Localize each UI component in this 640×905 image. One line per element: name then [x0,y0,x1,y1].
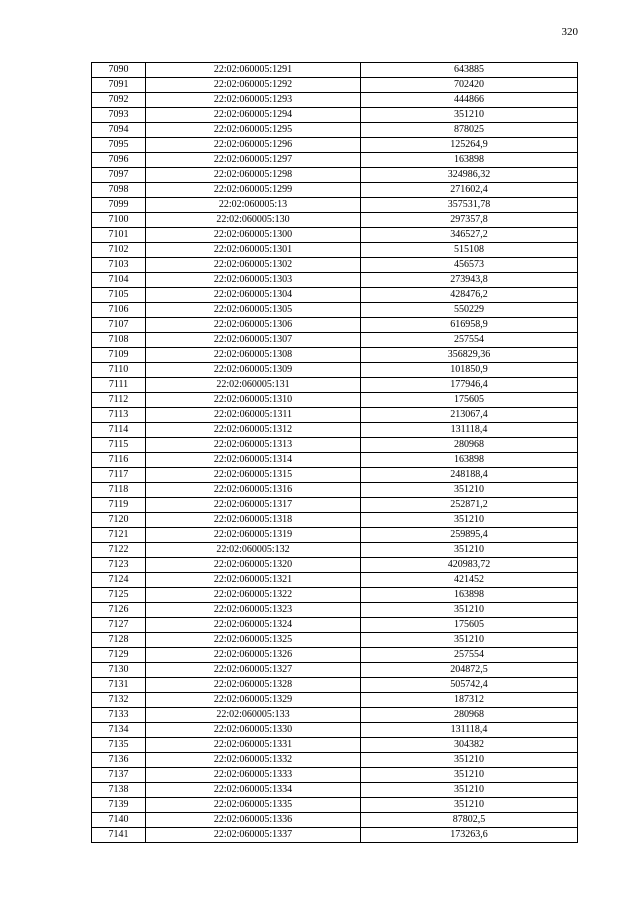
cadastral-number-cell: 22:02:060005:1307 [146,333,361,348]
row-number-cell: 7128 [92,633,146,648]
table-row [92,798,578,813]
row-number-cell: 7111 [92,378,146,393]
cadastral-number-cell: 22:02:060005:1295 [146,123,361,138]
value-cell: 280968 [361,438,578,453]
value-cell: 163898 [361,588,578,603]
row-number-cell: 7115 [92,438,146,453]
table-row [92,693,578,708]
cadastral-number-cell: 22:02:060005:132 [146,543,361,558]
row-number-cell: 7100 [92,213,146,228]
cadastral-number-cell: 22:02:060005:1311 [146,408,361,423]
cadastral-number-cell: 22:02:060005:1316 [146,483,361,498]
row-number-cell: 7136 [92,753,146,768]
cadastral-number-cell: 22:02:060005:1305 [146,303,361,318]
row-number-cell: 7102 [92,243,146,258]
row-number-cell: 7133 [92,708,146,723]
cadastral-number-cell: 22:02:060005:1329 [146,693,361,708]
table-row [92,813,578,828]
row-number-cell: 7110 [92,363,146,378]
row-number-cell: 7122 [92,543,146,558]
value-cell: 213067,4 [361,408,578,423]
table-row [92,198,578,213]
table-row [92,528,578,543]
row-number-cell: 7121 [92,528,146,543]
value-cell: 357531,78 [361,198,578,213]
value-cell: 175605 [361,618,578,633]
row-number-cell: 7101 [92,228,146,243]
cadastral-number-cell: 22:02:060005:1336 [146,813,361,828]
table-row [92,183,578,198]
cadastral-number-cell: 22:02:060005:1331 [146,738,361,753]
value-cell: 187312 [361,693,578,708]
value-cell: 616958,9 [361,318,578,333]
row-number-cell: 7130 [92,663,146,678]
cadastral-number-cell: 22:02:060005:1323 [146,603,361,618]
value-cell: 297357,8 [361,213,578,228]
table-row [92,468,578,483]
table-row [92,138,578,153]
value-cell: 131118,4 [361,723,578,738]
row-number-cell: 7120 [92,513,146,528]
cadastral-number-cell: 22:02:060005:1300 [146,228,361,243]
value-cell: 257554 [361,648,578,663]
value-cell: 177946,4 [361,378,578,393]
table-row [92,498,578,513]
row-number-cell: 7107 [92,318,146,333]
cadastral-number-cell: 22:02:060005:1328 [146,678,361,693]
cadastral-number-cell: 22:02:060005:1310 [146,393,361,408]
value-cell: 101850,9 [361,363,578,378]
table-row [92,258,578,273]
table-row [92,828,578,843]
cadastral-number-cell: 22:02:060005:1304 [146,288,361,303]
row-number-cell: 7096 [92,153,146,168]
value-cell: 351210 [361,768,578,783]
value-cell: 259895,4 [361,528,578,543]
table-row [92,213,578,228]
row-number-cell: 7140 [92,813,146,828]
row-number-cell: 7138 [92,783,146,798]
value-cell: 702420 [361,78,578,93]
table-row [92,768,578,783]
value-cell: 351210 [361,483,578,498]
value-cell: 351210 [361,753,578,768]
table-row [92,558,578,573]
row-number-cell: 7112 [92,393,146,408]
cadastral-number-cell: 22:02:060005:1303 [146,273,361,288]
value-cell: 456573 [361,258,578,273]
value-cell: 257554 [361,333,578,348]
value-cell: 505742,4 [361,678,578,693]
table-row [92,228,578,243]
row-number-cell: 7109 [92,348,146,363]
row-number-cell: 7137 [92,768,146,783]
table-row [92,723,578,738]
table-row [92,783,578,798]
value-cell: 175605 [361,393,578,408]
value-cell: 351210 [361,108,578,123]
cadastral-value-table [91,62,578,843]
table-row [92,483,578,498]
cadastral-number-cell: 22:02:060005:1322 [146,588,361,603]
value-cell: 351210 [361,633,578,648]
cadastral-number-cell: 22:02:060005:1332 [146,753,361,768]
value-cell: 173263,6 [361,828,578,843]
row-number-cell: 7134 [92,723,146,738]
row-number-cell: 7126 [92,603,146,618]
table-row [92,738,578,753]
table-row [92,153,578,168]
row-number-cell: 7135 [92,738,146,753]
table-row [92,423,578,438]
table-row [92,333,578,348]
row-number-cell: 7117 [92,468,146,483]
value-cell: 346527,2 [361,228,578,243]
value-cell: 420983,72 [361,558,578,573]
row-number-cell: 7129 [92,648,146,663]
row-number-cell: 7123 [92,558,146,573]
cadastral-number-cell: 22:02:060005:13 [146,198,361,213]
cadastral-number-cell: 22:02:060005:1302 [146,258,361,273]
row-number-cell: 7141 [92,828,146,843]
row-number-cell: 7124 [92,573,146,588]
value-cell: 515108 [361,243,578,258]
cadastral-number-cell: 22:02:060005:1317 [146,498,361,513]
row-number-cell: 7094 [92,123,146,138]
value-cell: 280968 [361,708,578,723]
cadastral-number-cell: 22:02:060005:1309 [146,363,361,378]
row-number-cell: 7131 [92,678,146,693]
value-cell: 428476,2 [361,288,578,303]
table-row [92,378,578,393]
cadastral-number-cell: 22:02:060005:1294 [146,108,361,123]
cadastral-number-cell: 22:02:060005:133 [146,708,361,723]
value-cell: 324986,32 [361,168,578,183]
value-cell: 356829,36 [361,348,578,363]
cadastral-number-cell: 22:02:060005:1320 [146,558,361,573]
table-row [92,123,578,138]
table-body [92,63,578,843]
cadastral-number-cell: 22:02:060005:1330 [146,723,361,738]
row-number-cell: 7090 [92,63,146,78]
value-cell: 304382 [361,738,578,753]
row-number-cell: 7103 [92,258,146,273]
cadastral-number-cell: 22:02:060005:1293 [146,93,361,108]
row-number-cell: 7093 [92,108,146,123]
value-cell: 351210 [361,798,578,813]
table-row [92,78,578,93]
value-cell: 878025 [361,123,578,138]
cadastral-number-cell: 22:02:060005:1326 [146,648,361,663]
value-cell: 351210 [361,543,578,558]
table-row [92,678,578,693]
cadastral-number-cell: 22:02:060005:1335 [146,798,361,813]
cadastral-number-cell: 22:02:060005:1291 [146,63,361,78]
table-row [92,453,578,468]
table-row [92,438,578,453]
cadastral-number-cell: 22:02:060005:1306 [146,318,361,333]
value-cell: 248188,4 [361,468,578,483]
cadastral-number-cell: 22:02:060005:1324 [146,618,361,633]
cadastral-number-cell: 22:02:060005:1297 [146,153,361,168]
value-cell: 421452 [361,573,578,588]
value-cell: 271602,4 [361,183,578,198]
table-row [92,633,578,648]
cadastral-number-cell: 22:02:060005:1318 [146,513,361,528]
value-cell: 163898 [361,153,578,168]
row-number-cell: 7098 [92,183,146,198]
table-row [92,588,578,603]
row-number-cell: 7125 [92,588,146,603]
row-number-cell: 7116 [92,453,146,468]
table-row [92,363,578,378]
cadastral-number-cell: 22:02:060005:1315 [146,468,361,483]
value-cell: 125264,9 [361,138,578,153]
row-number-cell: 7119 [92,498,146,513]
table-row [92,243,578,258]
table-row [92,108,578,123]
row-number-cell: 7106 [92,303,146,318]
table-row [92,708,578,723]
row-number-cell: 7132 [92,693,146,708]
value-cell: 351210 [361,513,578,528]
cadastral-number-cell: 22:02:060005:1333 [146,768,361,783]
value-cell: 204872,5 [361,663,578,678]
value-cell: 444866 [361,93,578,108]
row-number-cell: 7114 [92,423,146,438]
row-number-cell: 7092 [92,93,146,108]
cadastral-number-cell: 22:02:060005:1313 [146,438,361,453]
row-number-cell: 7095 [92,138,146,153]
table-row [92,753,578,768]
cadastral-number-cell: 22:02:060005:1314 [146,453,361,468]
cadastral-number-cell: 22:02:060005:1334 [146,783,361,798]
table-row [92,573,578,588]
cadastral-number-cell: 22:02:060005:1325 [146,633,361,648]
value-cell: 131118,4 [361,423,578,438]
table-row [92,618,578,633]
value-cell: 163898 [361,453,578,468]
cadastral-number-cell: 22:02:060005:1292 [146,78,361,93]
cadastral-number-cell: 22:02:060005:1301 [146,243,361,258]
table-row [92,663,578,678]
row-number-cell: 7113 [92,408,146,423]
table-row [92,408,578,423]
table-row [92,318,578,333]
cadastral-number-cell: 22:02:060005:1299 [146,183,361,198]
cadastral-number-cell: 22:02:060005:1308 [146,348,361,363]
value-cell: 351210 [361,783,578,798]
cadastral-number-cell: 22:02:060005:1298 [146,168,361,183]
row-number-cell: 7091 [92,78,146,93]
row-number-cell: 7105 [92,288,146,303]
value-cell: 550229 [361,303,578,318]
row-number-cell: 7108 [92,333,146,348]
cadastral-number-cell: 22:02:060005:1337 [146,828,361,843]
value-cell: 643885 [361,63,578,78]
table-row [92,273,578,288]
table-row [92,648,578,663]
row-number-cell: 7097 [92,168,146,183]
row-number-cell: 7139 [92,798,146,813]
row-number-cell: 7118 [92,483,146,498]
row-number-cell: 7104 [92,273,146,288]
value-cell: 252871,2 [361,498,578,513]
table-row [92,393,578,408]
cadastral-number-cell: 22:02:060005:1296 [146,138,361,153]
table-row [92,168,578,183]
table-row [92,63,578,78]
table-row [92,513,578,528]
table-row [92,603,578,618]
table-row [92,93,578,108]
cadastral-number-cell: 22:02:060005:1319 [146,528,361,543]
table-row [92,288,578,303]
page-number: 320 [561,26,578,38]
cadastral-number-cell: 22:02:060005:1321 [146,573,361,588]
table-row [92,348,578,363]
value-cell: 273943,8 [361,273,578,288]
cadastral-number-cell: 22:02:060005:131 [146,378,361,393]
cadastral-number-cell: 22:02:060005:1327 [146,663,361,678]
row-number-cell: 7127 [92,618,146,633]
row-number-cell: 7099 [92,198,146,213]
value-cell: 351210 [361,603,578,618]
cadastral-number-cell: 22:02:060005:1312 [146,423,361,438]
value-cell: 87802,5 [361,813,578,828]
table-row [92,303,578,318]
cadastral-number-cell: 22:02:060005:130 [146,213,361,228]
table-row [92,543,578,558]
